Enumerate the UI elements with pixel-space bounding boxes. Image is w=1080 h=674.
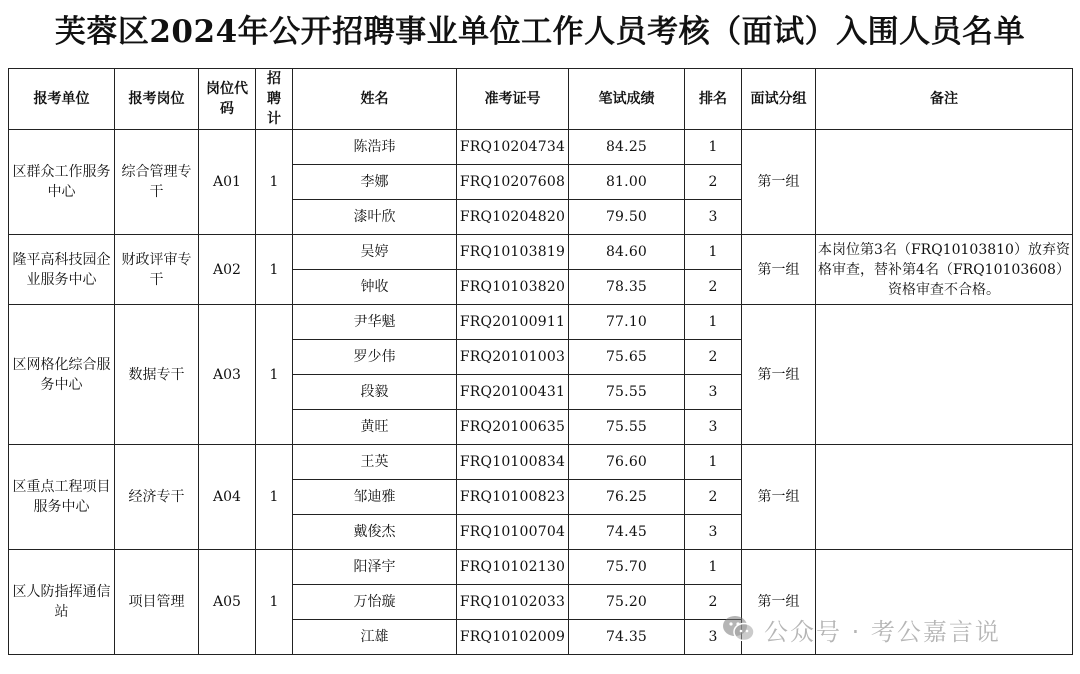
header-post: 报考岗位 — [115, 69, 199, 130]
score-cell: 81.00 — [569, 165, 685, 200]
code-cell: A05 — [199, 550, 256, 655]
ticket-cell: FRQ20101003 — [457, 340, 569, 375]
score-cell: 77.10 — [569, 305, 685, 340]
name-cell: 江雄 — [293, 620, 457, 655]
candidate-table — [8, 68, 1073, 655]
ticket-cell: FRQ10100834 — [457, 445, 569, 480]
table-row — [9, 235, 1073, 270]
header-score: 笔试成绩 — [569, 69, 685, 130]
ticket-cell: FRQ10102009 — [457, 620, 569, 655]
table-row — [9, 130, 1073, 165]
header-rank: 排名 — [685, 69, 742, 130]
rank-cell: 2 — [685, 165, 742, 200]
ticket-cell: FRQ10102033 — [457, 585, 569, 620]
table-row — [9, 305, 1073, 340]
name-cell: 陈浩玮 — [293, 130, 457, 165]
remark-cell — [816, 305, 1073, 445]
score-cell: 75.55 — [569, 375, 685, 410]
header-row — [9, 69, 1073, 130]
unit-cell: 区重点工程项目服务中心 — [9, 445, 115, 550]
name-cell: 漆叶欣 — [293, 200, 457, 235]
name-cell: 吴婷 — [293, 235, 457, 270]
score-cell: 74.45 — [569, 515, 685, 550]
header-quota-line3: 计 — [267, 111, 281, 127]
rank-cell: 2 — [685, 270, 742, 305]
rank-cell: 3 — [685, 620, 742, 655]
code-cell: A04 — [199, 445, 256, 550]
score-cell: 75.70 — [569, 550, 685, 585]
table-row — [9, 445, 1073, 480]
ticket-cell: FRQ20100911 — [457, 305, 569, 340]
ticket-cell: FRQ10204734 — [457, 130, 569, 165]
table-row — [9, 550, 1073, 585]
score-cell: 75.55 — [569, 410, 685, 445]
code-cell: A01 — [199, 130, 256, 235]
unit-cell: 区群众工作服务中心 — [9, 130, 115, 235]
group-cell: 第一组 — [742, 550, 816, 655]
rank-cell: 3 — [685, 410, 742, 445]
ticket-cell: FRQ20100431 — [457, 375, 569, 410]
score-cell: 78.35 — [569, 270, 685, 305]
header-code-line2: 码 — [220, 101, 234, 117]
post-cell: 经济专干 — [115, 445, 199, 550]
group-cell: 第一组 — [742, 235, 816, 305]
name-cell: 黄旺 — [293, 410, 457, 445]
ticket-cell: FRQ10100823 — [457, 480, 569, 515]
rank-cell: 1 — [685, 235, 742, 270]
score-cell: 74.35 — [569, 620, 685, 655]
ticket-cell: FRQ10102130 — [457, 550, 569, 585]
rank-cell: 3 — [685, 375, 742, 410]
name-cell: 罗少伟 — [293, 340, 457, 375]
post-cell: 综合管理专干 — [115, 130, 199, 235]
post-cell: 项目管理 — [115, 550, 199, 655]
rank-cell: 2 — [685, 480, 742, 515]
unit-cell: 隆平高科技园企业服务中心 — [9, 235, 115, 305]
header-code-line1: 岗位代 — [206, 81, 248, 97]
header-quota-line1: 招 — [267, 71, 281, 87]
header-quota — [256, 69, 293, 130]
header-remark: 备注 — [816, 69, 1073, 130]
unit-cell: 区网格化综合服务中心 — [9, 305, 115, 445]
ticket-cell: FRQ20100635 — [457, 410, 569, 445]
rank-cell: 1 — [685, 305, 742, 340]
code-cell: A02 — [199, 235, 256, 305]
rank-cell: 1 — [685, 130, 742, 165]
score-cell: 79.50 — [569, 200, 685, 235]
ticket-cell: FRQ10103820 — [457, 270, 569, 305]
score-cell: 84.60 — [569, 235, 685, 270]
name-cell: 阳泽宇 — [293, 550, 457, 585]
group-cell: 第一组 — [742, 305, 816, 445]
score-cell: 84.25 — [569, 130, 685, 165]
header-unit: 报考单位 — [9, 69, 115, 130]
rank-cell: 2 — [685, 340, 742, 375]
rank-cell: 2 — [685, 585, 742, 620]
header-code — [199, 69, 256, 130]
rank-cell: 1 — [685, 550, 742, 585]
name-cell: 李娜 — [293, 165, 457, 200]
remark-cell — [816, 445, 1073, 550]
quota-cell: 1 — [256, 550, 293, 655]
name-cell: 邹迪雅 — [293, 480, 457, 515]
quota-cell: 1 — [256, 305, 293, 445]
rank-cell: 3 — [685, 200, 742, 235]
quota-cell: 1 — [256, 445, 293, 550]
name-cell: 王英 — [293, 445, 457, 480]
code-cell: A03 — [199, 305, 256, 445]
group-cell: 第一组 — [742, 130, 816, 235]
header-quota-line2: 聘 — [267, 91, 281, 107]
name-cell: 万怡璇 — [293, 585, 457, 620]
remark-cell: 本岗位第3名（FRQ10103810）放弃资格审查，替补第4名（FRQ10103608）资格审查不合格。 — [816, 235, 1073, 305]
rank-cell: 3 — [685, 515, 742, 550]
ticket-cell: FRQ10103819 — [457, 235, 569, 270]
unit-cell: 区人防指挥通信站 — [9, 550, 115, 655]
quota-cell: 1 — [256, 235, 293, 305]
remark-cell — [816, 550, 1073, 655]
group-cell: 第一组 — [742, 445, 816, 550]
quota-cell: 1 — [256, 130, 293, 235]
header-name: 姓名 — [293, 69, 457, 130]
table-body — [9, 130, 1073, 655]
score-cell: 75.65 — [569, 340, 685, 375]
ticket-cell: FRQ10207608 — [457, 165, 569, 200]
rank-cell: 1 — [685, 445, 742, 480]
watermark-text: 公众号 · 考公嘉言说 — [764, 617, 1001, 646]
name-cell: 钟收 — [293, 270, 457, 305]
ticket-cell: FRQ10204820 — [457, 200, 569, 235]
header-group: 面试分组 — [742, 69, 816, 130]
score-cell: 76.25 — [569, 480, 685, 515]
name-cell: 戴俊杰 — [293, 515, 457, 550]
score-cell: 75.20 — [569, 585, 685, 620]
name-cell: 尹华魁 — [293, 305, 457, 340]
post-cell: 数据专干 — [115, 305, 199, 445]
name-cell: 段毅 — [293, 375, 457, 410]
score-cell: 76.60 — [569, 445, 685, 480]
post-cell: 财政评审专干 — [115, 235, 199, 305]
ticket-cell: FRQ10100704 — [457, 515, 569, 550]
header-ticket: 准考证号 — [457, 69, 569, 130]
page-title: 芙蓉区2024年公开招聘事业单位工作人员考核（面试）入围人员名单 — [54, 14, 1026, 50]
remark-cell — [816, 130, 1073, 235]
